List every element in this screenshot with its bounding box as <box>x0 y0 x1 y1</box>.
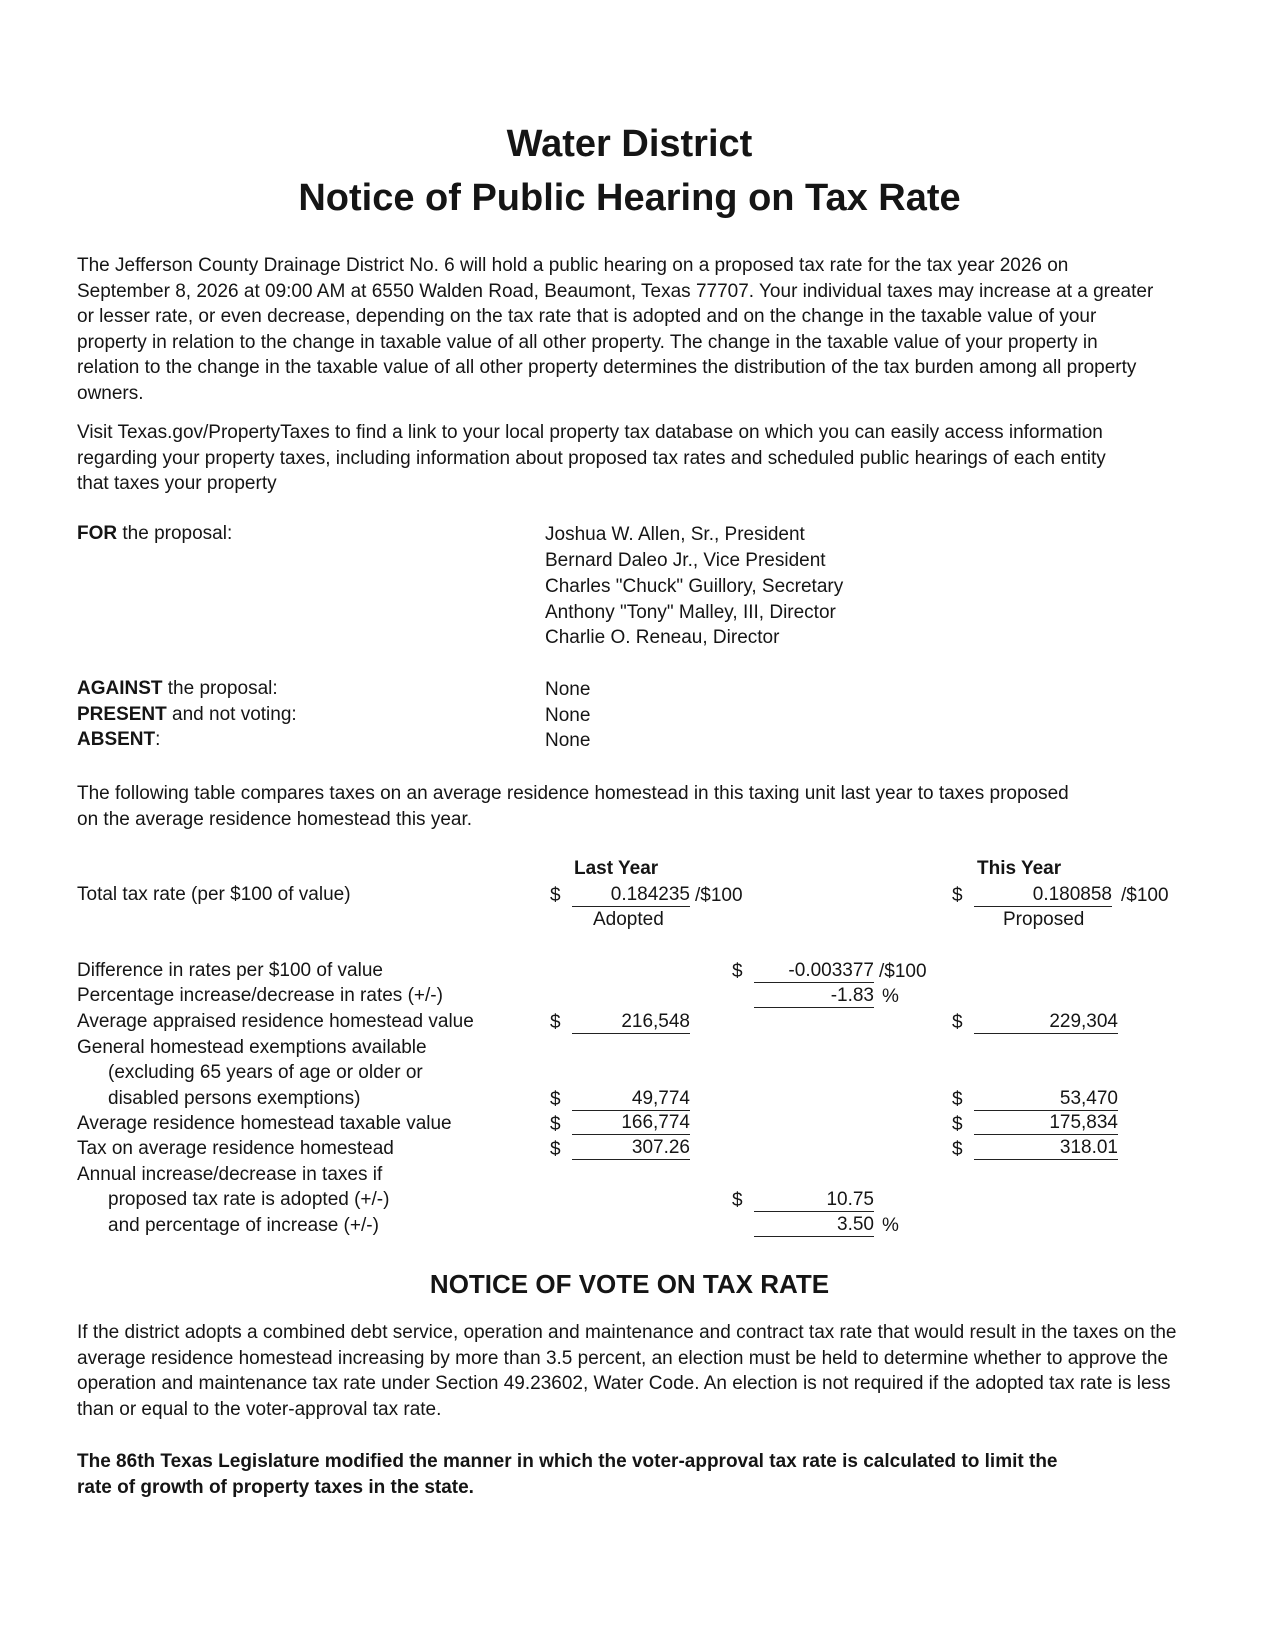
legislature-note: The 86th Texas Legislature modified the manner in which the voter-approval tax rate is calculated to limit the rate of growth of property taxes in the state. <box>77 1451 1058 1498</box>
dollar-sign: $ <box>952 1089 963 1110</box>
rate-percentage: -1.83 <box>754 985 874 1008</box>
annual-percentage: 3.50 <box>754 1214 874 1237</box>
dollar-sign: $ <box>952 1114 963 1135</box>
rate-unit: /$100 <box>695 885 743 906</box>
row-label-taxable: Average residence homestead taxable value <box>77 1113 452 1134</box>
column-header-last-year: Last Year <box>574 858 659 879</box>
row-label-total-rate: Total tax rate (per $100 of value) <box>77 884 351 905</box>
row-label-annual-cont: proposed tax rate is adopted (+/-) <box>108 1189 390 1210</box>
taxable-last-year: 166,774 <box>572 1112 690 1135</box>
rate-unit: /$100 <box>1121 885 1169 906</box>
for-member: Charles "Chuck" Guillory, Secretary <box>545 576 844 597</box>
dollar-sign: $ <box>952 1139 963 1160</box>
for-member: Joshua W. Allen, Sr., President <box>545 524 805 545</box>
absent-value: None <box>545 730 591 751</box>
row-label-appraised: Average appraised residence homestead value <box>77 1011 474 1032</box>
taxable-this-year: 175,834 <box>974 1112 1118 1135</box>
exemptions-last-year: 49,774 <box>572 1088 690 1111</box>
row-label-difference: Difference in rates per $100 of value <box>77 960 383 981</box>
for-member: Charlie O. Reneau, Director <box>545 627 780 648</box>
percent-sign: % <box>882 1215 899 1236</box>
page-subtitle: Notice of Public Hearing on Tax Rate <box>298 177 961 219</box>
present-label: PRESENT and not voting: <box>77 704 297 725</box>
dollar-sign: $ <box>952 885 963 906</box>
dollar-sign: $ <box>550 1139 561 1160</box>
vote-notice-heading: NOTICE OF VOTE ON TAX RATE <box>429 1269 830 1299</box>
dollar-sign: $ <box>550 1012 561 1033</box>
row-label-annual-cont: and percentage of increase (+/-) <box>108 1215 379 1236</box>
this-year-rate: 0.180858 <box>974 884 1112 907</box>
appraised-last-year: 216,548 <box>572 1011 690 1034</box>
dollar-sign: $ <box>550 1089 561 1110</box>
against-value: None <box>545 679 591 700</box>
present-value: None <box>545 705 591 726</box>
exemptions-this-year: 53,470 <box>974 1088 1118 1111</box>
row-label-exemptions: General homestead exemptions available <box>77 1037 427 1058</box>
for-member: Anthony "Tony" Malley, III, Director <box>545 602 836 623</box>
vote-notice-paragraph: If the district adopts a combined debt service, operation and maintenance and contract tax rate that would result in the taxes on the average residence homestead increasing by more than 3.5 percent, an election must be held to determine whether to approve the operation and maintenance tax rate under Section 49.23602, Water Code. An election is not required if the adopted tax rate is less than or equal to the voter-approval tax rate. <box>77 1322 1177 1420</box>
last-rate-note: Adopted <box>593 909 664 930</box>
appraised-this-year: 229,304 <box>974 1011 1118 1034</box>
table-intro: The following table compares taxes on an average residence homestead in this taxing unit last year to taxes proposed on the average residence homestead this year. <box>77 783 1069 830</box>
annual-change: 10.75 <box>754 1189 874 1212</box>
row-label-tax: Tax on average residence homestead <box>77 1138 394 1159</box>
this-rate-note: Proposed <box>1003 909 1085 930</box>
tax-this-year: 318.01 <box>974 1137 1118 1160</box>
visit-paragraph: Visit Texas.gov/PropertyTaxes to find a link to your local property tax database on which you can easily access information regarding your property taxes, including information about proposed tax rates and scheduled public hearings of each entity that taxes your property <box>77 422 1106 495</box>
intro-paragraph: The Jefferson County Drainage District No. 6 will hold a public hearing on a proposed tax rate for the tax year 2026 on September 8, 2026 at 09:00 AM at 6550 Walden Road, Beaumont, Texas 77707. Your individual taxes may increase at a greater or lesser rate, or even decrease, depending on the tax rate that is adopted and on the change in the taxable value of your property in relation to the change in taxable value of all other property. The change in the taxable value of your property in relation to the change in the taxable value of all other property determines the distribution of the tax burden among all property owners. <box>77 255 1154 404</box>
against-label: AGAINST the proposal: <box>77 678 278 699</box>
percent-sign: % <box>882 986 899 1007</box>
tax-last-year: 307.26 <box>572 1137 690 1160</box>
for-member: Bernard Daleo Jr., Vice President <box>545 550 826 571</box>
row-label-exemptions-cont: disabled persons exemptions) <box>108 1088 361 1109</box>
rate-unit: /$100 <box>879 961 927 982</box>
dollar-sign: $ <box>550 1114 561 1135</box>
last-year-rate: 0.184235 <box>572 884 690 907</box>
dollar-sign: $ <box>952 1012 963 1033</box>
row-label-exemptions-cont: (excluding 65 years of age or older or <box>108 1062 423 1083</box>
rate-difference: -0.003377 <box>754 960 874 983</box>
column-header-this-year: This Year <box>977 858 1062 879</box>
row-label-percentage: Percentage increase/decrease in rates (+/-) <box>77 985 443 1006</box>
absent-label: ABSENT: <box>77 729 161 750</box>
dollar-sign: $ <box>732 961 743 982</box>
row-label-annual: Annual increase/decrease in taxes if <box>77 1164 383 1185</box>
dollar-sign: $ <box>732 1190 743 1211</box>
page-title: Water District <box>506 123 753 165</box>
for-label: FOR the proposal: <box>77 523 233 544</box>
dollar-sign: $ <box>550 885 561 906</box>
